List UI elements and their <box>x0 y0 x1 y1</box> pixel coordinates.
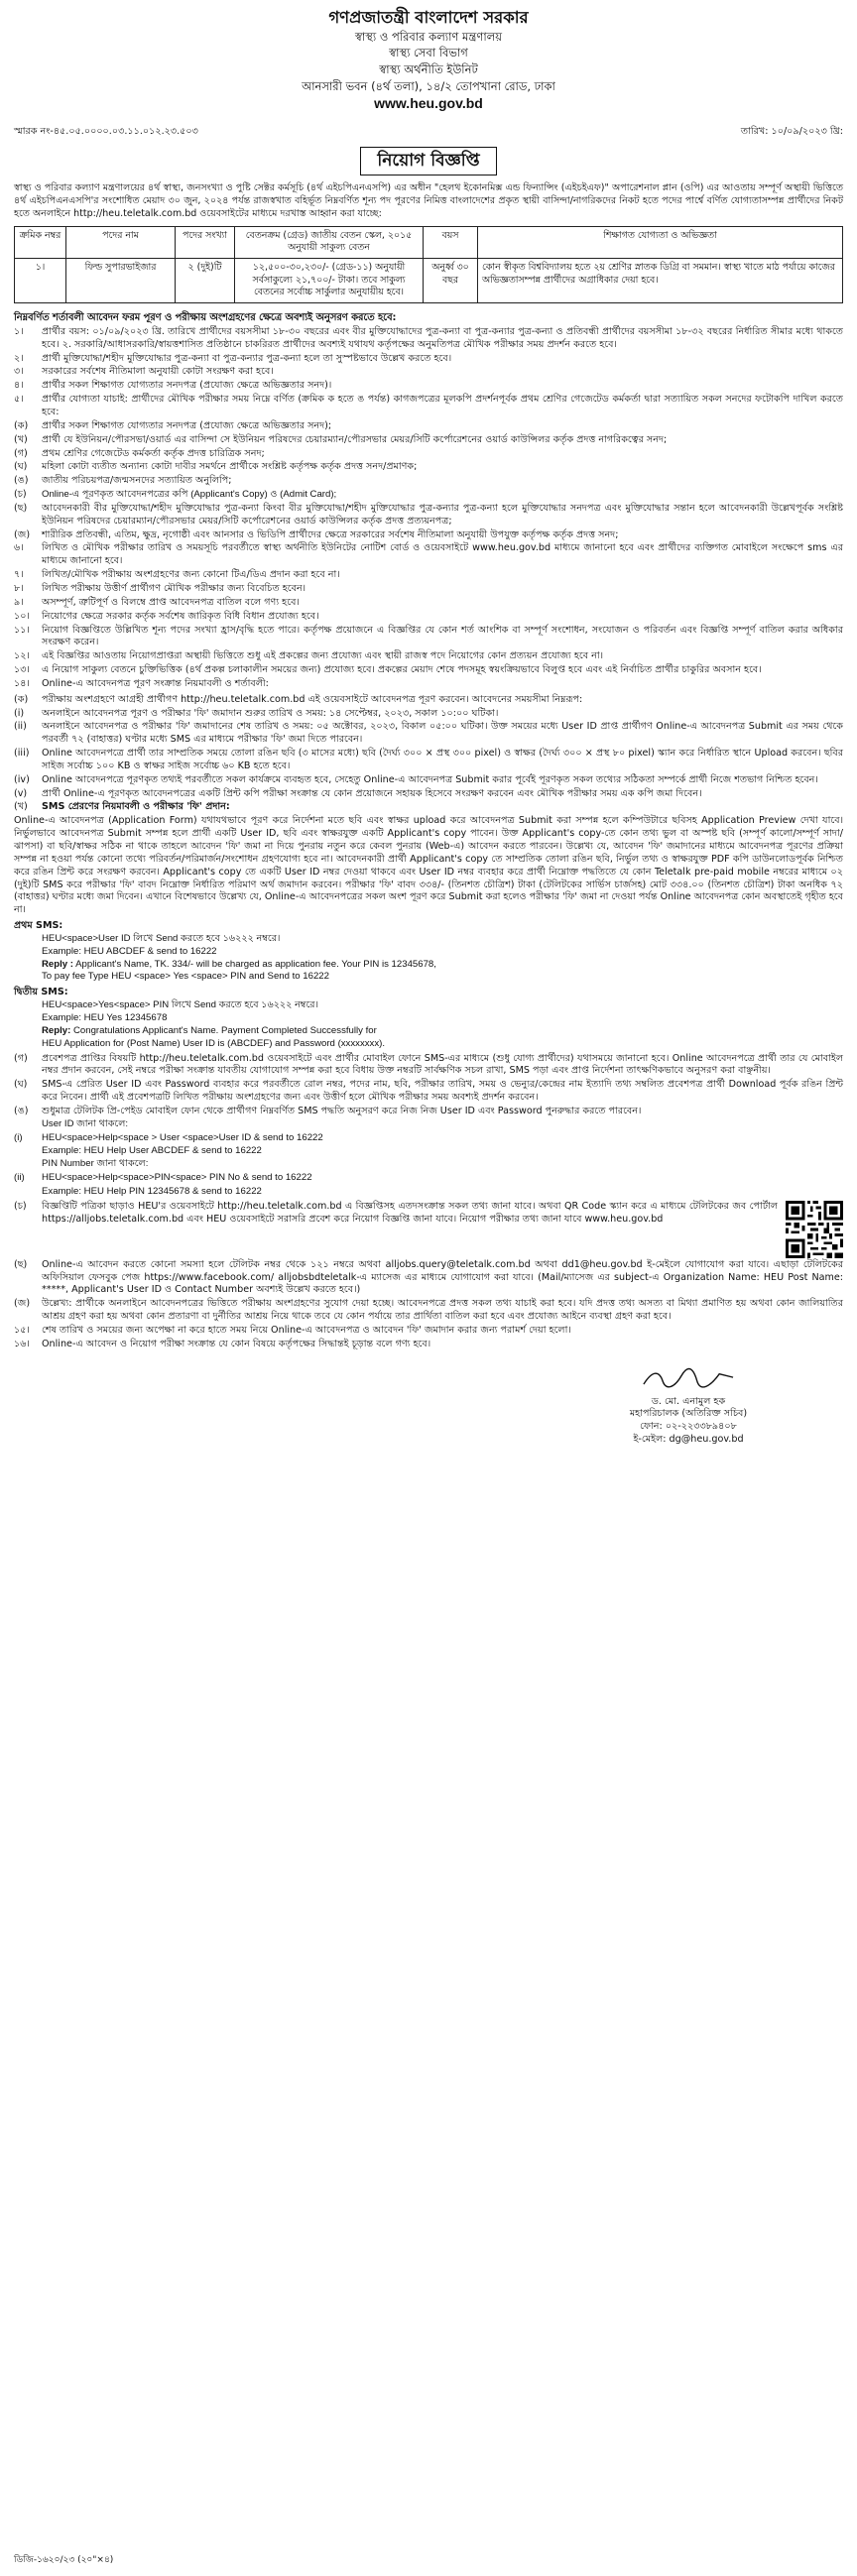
final-rules-list <box>14 1201 843 1351</box>
cell-serial: ১। <box>15 259 66 303</box>
first-sms-example: Example: HEU ABCDEF & send to 16222 <box>42 945 217 957</box>
first-sms-label: প্রথম SMS: <box>14 920 63 932</box>
qr-code-icon[interactable] <box>786 1201 843 1258</box>
signatory-email[interactable]: ই-মেইল: dg@heu.gov.bd <box>633 1434 744 1446</box>
list-item: ১৫। শেষ তারিখ ও সময়ের জন্য অপেক্ষা না করে হাতে সময় নিয়ে Online-এ আবেদনপত্র ও আবেদন 'ফি' জমাদান করার জন্য পরামর্শ দেয়া হলো। <box>14 1325 571 1336</box>
pin-label: PIN Number জানা থাকলে: <box>42 1158 149 1170</box>
list-item: (ছ) আবেদনকারী বীর মুক্তিযোদ্ধা/শহীদ মুক্তিযোদ্ধার পুত্র-কন্যা কিংবা বীর মুক্তিযোদ্ধা/শহীদ মুক্তিযোদ্ধার পুত্র-কন্যার পুত্র-কন্যা হলে মুক্তিযোদ্ধার সনদপত্র এবং মুক্তিযোদ্ধার সন্তান হলে আবেদনকারী উল্লেখপূর্বক সংশ্লিষ্ট ইউনিয়ন পরিষদের চেয়ারম্যান/পৌরসভার মেয়র/সিটি কর্পোরেশনের ওয়ার্ড কাউন্সিলর কর্তৃক প্রদত্ত প্রত্যয়নপত্র; <box>14 502 843 527</box>
reply2-text-b: HEU Application for (Post Name) User ID is (ABCDEF) and Password (xxxxxxxx). <box>42 1037 385 1049</box>
notice-title: নিয়োগ বিজ্ঞপ্তি <box>360 147 496 176</box>
list-item: (ক) প্রার্থীর সকল শিক্ষাগত যোগ্যতার সনদপত্র (প্রযোজ্য ক্ষেত্রে অভিজ্ঞতার সনদ); <box>14 419 332 431</box>
list-item: ৭। লিখিত/মৌখিক পরীক্ষায় অংশগ্রহণের জন্য কোনো টিএ/ডিএ প্রদান করা হবে না। <box>14 569 340 581</box>
col-serial: ক্রমিক নম্বর <box>15 226 66 258</box>
list-item: ৪। প্রার্থীর সকল শিক্ষাগত যোগ্যতার সনদপত্র (প্রযোজ্য ক্ষেত্রে অভিজ্ঞতার সনদ)। <box>14 380 332 392</box>
table-row <box>15 259 843 303</box>
list-item: ৩। সরকারের সর্বশেষ নীতিমালা অনুযায়ী কোটা সংরক্ষণ করা হবে। <box>14 366 274 378</box>
col-post: পদের নাম <box>66 226 176 258</box>
govt-name: গণপ্রজাতন্ত্রী বাংলাদেশ সরকার <box>328 8 529 27</box>
notice-date: তারিখ: ১০/০৯/২০২৩ খ্রি: <box>740 125 843 137</box>
posts-table <box>14 226 843 303</box>
reply2-text: Congratulations Applicant's Name. Payment Completed Successfully for <box>73 1024 377 1036</box>
reply2-label: Reply: <box>42 1024 71 1036</box>
reply1-label: Reply : <box>42 958 73 970</box>
list-item: (গ) প্রথম শ্রেণির গেজেটেড কর্মকর্তা কর্তৃক প্রদত্ত চারিত্রিক সনদ; <box>14 447 265 459</box>
reply1-text-b: To pay fee Type HEU <space> Yes <space> PIN and Send to 16222 <box>42 971 329 983</box>
office-address: আনসারী ভবন (৪র্থ তলা), ১৪/২ তোপখানা রোড, ঢাকা <box>302 78 555 93</box>
list-item: (ক) পরীক্ষায় অংশগ্রহণে আগ্রহী প্রার্থীগণ http://heu.teletalk.com.bd এই ওয়েবসাইটে আবেদনপত্র পূরণ করবেন। আবেদনের সময়সীমা নিম্নরূপ: <box>14 693 583 705</box>
list-item: Example: HEU Help PIN 12345678 & send to 16222 <box>42 1185 262 1197</box>
list-item: (খ) প্রার্থী যে ইউনিয়ন/পৌরসভা/ওয়ার্ড এর বাসিন্দা সে ইউনিয়ন পরিষদের চেয়ারম্যান/পৌরসভার মেয়র/সিটি কর্পোরেশনের ওয়ার্ড কাউন্সিলর কর্তৃক প্রদত্ত নাগরিকত্বের সনদ; <box>14 433 668 445</box>
signatory-phone: ফোন: ০২-২২৩৩৮৯৪০৮ <box>640 1421 737 1433</box>
signature-block <box>569 1365 807 1447</box>
list-item: (চ) বিজ্ঞপ্তিটি পত্রিকা ছাড়াও HEU'র ওয়েবসাইটে http://heu.teletalk.com.bd এ বিজ্ঞপ্তিসহ এতদসংক্রান্ত সকল তথ্য জানা যাবে। অথবা QR Code স্ক্যান করে এ মাধ্যমে টেলিটকের জব পোর্টাল https://alljobs.teletalk.com.bd এবং HEU ওয়েবসাইটে সরাসরি প্রবেশ করে নিয়োগ বিজ্ঞপ্তি জানা যাবে। নিয়োগ পরীক্ষার তথ্য জানা যাবে www.heu.gov.bd <box>14 1201 843 1258</box>
list-item: ৫। প্রার্থীর যোগ্যতা যাচাই: প্রার্থীদের মৌখিক পরীক্ষার সময় নিম্নে বর্ণিত (ক্রমিক ক হতে ঙ পর্যন্ত) কাগজপত্রের মূলকপি প্রদর্শনপূর্বক প্রথম শ্রেণির গেজেটেড কর্মকর্তা দ্বারা সত্যায়িত সকল সনদের ফটোকপি দাখিল করতে হবে: <box>14 394 843 417</box>
online-rules-list <box>14 694 843 815</box>
list-item: ৯। অসম্পূর্ণ, ত্রুটিপূর্ণ ও বিলম্বে প্রাপ্ত আবেদনপত্র বাতিল বলে গণ্য হবে। <box>14 596 300 608</box>
cell-count: ২ (দুই)টি <box>176 259 235 303</box>
list-item: (ছ) Online-এ আবেদন করতে কোনো সমস্যা হলে টেলিটক নম্বর থেকে ১২১ নম্বরে অথবা alljobs.query@teletalk.com.bd অথবা dd1@heu.gov.bd ই-মেইলে যোগাযোগ করা যাবে। এছাড়া টেলিটকের অফিসিয়াল ফেসবুক পেজ https://www.facebook.com/ alljobsbdteletalk-এ ম্যাসেজ এর মাধ্যমে যোগাযোগ করা যাবে। (Mail/ম্যাসেজ এর subject-এ Organization Name: HEU Post Name: *****, Applicant's User ID ও Contact Number অবশ্যই উল্লেখ করতে হবে।) <box>14 1258 843 1296</box>
list-item: (ii) HEU<space>Help<space>PIN<space> PIN No & send to 16222 <box>14 1172 312 1184</box>
second-sms-line: HEU<space>Yes<space> PIN লিখে Send করতে হবে ১৬২২২ নম্বরে। <box>42 999 319 1011</box>
list-item: ২। প্রার্থী মুক্তিযোদ্ধা/শহীদ মুক্তিযোদ্ধার পুত্র-কন্যা বা পুত্র-কন্যার পুত্র-কন্যা হলে তা সুস্পষ্টভাবে উল্লেখ করতে হবে। <box>14 352 452 364</box>
cell-qualification: কোন স্বীকৃত বিশ্ববিদ্যালয় হতে ২য় শ্রেণির স্নাতক ডিগ্রি বা সমমান। স্বাস্থ্য খাতে মাঠ পর্যায়ে কাজের অভিজ্ঞতাসম্পন্ন প্রার্থীদের অগ্রাধিকার দেয়া হবে। <box>478 259 843 303</box>
list-item: ১০। নিয়োগের ক্ষেত্রে সরকার কর্তৃক সর্বশেষ জারিকৃত বিধি বিধান প্রযোজ্য হবে। <box>14 610 319 622</box>
letterhead <box>14 8 843 114</box>
col-count: পদের সংখ্যা <box>176 226 235 258</box>
list-item: ১১। নিয়োগ বিজ্ঞপ্তিতে উল্লিখিত শূন্য পদের সংখ্যা হ্রাস/বৃদ্ধি হতে পারে। কর্তৃপক্ষ প্রয়োজনে এ বিজ্ঞপ্তির যে কোন শর্ত আংশিক বা সম্পূর্ণ সংশোধন, সংযোজন ও পরিবর্তন এবং বিজ্ঞপ্তি সম্পূর্ণ বাতিল করার অধিকার সংরক্ষণ করেন। <box>14 624 843 648</box>
list-item: (চ) Online-এ পূরণকৃত আবেদনপত্রের কপি (Applicant's Copy) ও (Admit Card); <box>14 489 337 501</box>
ministry-name: স্বাস্থ্য ও পরিবার কল্যাণ মন্ত্রণালয় <box>354 29 503 44</box>
col-pay: বেতনক্রম (গ্রেড) জাতীয় বেতন স্কেল, ২০১৫ অনুযায়ী সাকুল্য বেতন <box>235 226 424 258</box>
list-item: (জ) শারীরিক প্রতিবন্ধী, এতিম, ক্ষুদ্র, নৃগোষ্ঠী এবং আনসার ও ভিডিপি প্রার্থীদের ক্ষেত্রে সরকারের সর্বশেষ নীতিমালা অনুযায়ী উপযুক্ত কর্তৃপক্ষ কর্তৃক প্রদত্ত সনদ; <box>14 528 619 540</box>
reply1-text: Applicant's Name, TK. 334/- will be charged as application fee. Your PIN is 12345678, <box>75 958 436 970</box>
list-item: ১৪। Online-এ আবেদনপত্র পূরণ সংক্রান্ত নিয়মাবলী ও শর্তাবলী: <box>14 677 269 689</box>
list-item: ১৬। Online-এ আবেদন ও নিয়োগ পরীক্ষা সংক্রান্ত যে কোন বিষয়ে কর্তৃপক্ষের সিদ্ধান্তই চূড়ান্ত বলে গণ্য হবে। <box>14 1338 431 1349</box>
list-item: (iv) Online আবেদনপত্রে পূরণকৃত তথ্যই পরবর্তীতে সকল কার্যক্রমে ব্যবহৃত হবে, সেহেতু Online-এ আবেদনপত্র Submit করার পূর্বেই পূরণকৃত সকল তথ্যের সঠিকতা সম্পর্কে প্রার্থী নিজে শতভাগ নিশ্চিত হবেন। <box>14 773 818 785</box>
list-item: (গ) প্রবেশপত্র প্রাপ্তির বিষয়টি http://heu.teletalk.com.bd ওয়েবসাইটে এবং প্রার্থীর মোবাইল ফোনে SMS-এর মাধ্যমে (শুধু যোগ্য প্রার্থীদের) যথাসময়ে জানানো হবে। Online আবেদনপত্রে প্রার্থী তার যে মোবাইল নম্বর প্রদান করবেন, সেই নম্বরে পরীক্ষা সংক্রান্ত যাবতীয় যোগাযোগ সম্পন্ন করা হবে বিধায় উক্ত নম্বরটি সার্বক্ষণিক সচল রাখা, SMS পড়া এবং প্রাপ্ত নির্দেশনা তাৎক্ষণিকভাবে অনুসরণ করা বাঞ্ছনীয়। <box>14 1052 843 1077</box>
sms-instructions <box>14 920 843 1050</box>
second-sms-label: দ্বিতীয় SMS: <box>14 987 68 998</box>
list-item: Example: HEU Help User ABCDEF & send to 16222 <box>42 1145 262 1157</box>
division-name: স্বাস্থ্য সেবা বিভাগ <box>389 46 468 60</box>
list-item: (ঘ) SMS-এ প্রেরিত User ID এবং Password ব্যবহার করে পরবর্তীতে রোল নম্বর, পদের নাম, ছবি, পরীক্ষার তারিখ, সময় ও ভেন্যুর/কেন্দ্রের নাম ইত্যাদি তথ্য সম্বলিত প্রবেশপত্র প্রার্থী Download পূর্বক রঙিন প্রিন্ট করে নিবেন। প্রার্থী এই প্রবেশপত্রটি লিখিত পরীক্ষায় অংশগ্রহণের জন্য এবং উত্তীর্ণ হলে মৌখিক পরীক্ষার সময় অবশ্যই প্রদর্শন করবেন। <box>14 1079 843 1104</box>
table-header-row <box>15 226 843 258</box>
admit-card-list <box>14 1053 843 1118</box>
list-item: ১২। এই বিজ্ঞপ্তির আওতায় নিয়োগপ্রাপ্তরা অস্থায়ী ভিত্তিতে শুধু এই প্রকল্পের জন্য প্রযোজ্য এবং স্থায়ী রাজস্ব পদে নিয়োগের কোন প্রত্যয়ন প্রযোজ্য হবে না। <box>14 650 604 662</box>
list-item: (ঘ) মহিলা কোটা ব্যতীত অন্যান্য কোটা দাবীর সমর্থনে প্রার্থীকে সংশ্লিষ্ট কর্তৃপক্ষ কর্তৃক প্রদত্ত সনদ/প্রমাণক; <box>14 461 418 473</box>
second-sms-example: Example: HEU Yes 12345678 <box>42 1011 168 1023</box>
signatory-designation: মহাপরিচালক (অতিরিক্ত সচিব) <box>629 1408 748 1420</box>
conditions-list <box>14 326 843 692</box>
col-qualification: শিক্ষাগত যোগ্যতা ও অভিজ্ঞতা <box>478 226 843 258</box>
password-recovery <box>14 1118 843 1199</box>
list-item: ৬। লিখিত ও মৌখিক পরীক্ষার তারিখ ও সময়সূচি পরবর্তীতে স্বাস্থ্য অর্থনীতি ইউনিটের নোটিশ বোর্ড ও ওয়েবসাইটে www.heu.gov.bd মাধ্যমে জানানো হবে এবং প্রার্থীদের ব্যক্তিগত মোবাইলে সংক্ষেপে sms এর মাধ্যমে জানানো হবে। <box>14 542 843 567</box>
cell-pay: ১২,৫০০-৩০,২৩০/- (গ্রেড-১১) অনুযায়ী সর্বসাকুল্যে ২১,৭০০/- টাকা। তবে সাকুল্য বেতনের সর্বোচ্চ সার্কুলার অনুযায়ীয় হবে। <box>235 259 424 303</box>
cell-post: ফিল্ড সুপারভাইজার <box>66 259 176 303</box>
print-code: ডিজি-১৬২০/২৩ (২০"×৪) <box>14 2554 114 2565</box>
conditions-title: নিম্নবর্ণিত শর্তাবলী আবেদন ফরম পূরণ ও পরীক্ষায় অংশগ্রহণের ক্ষেত্রে অবশ্যই অনুসরণ করতে হবে: <box>14 311 397 323</box>
website-link[interactable]: www.heu.gov.bd <box>374 95 483 112</box>
first-sms-line: HEU<space>User ID লিখে Send করতে হবে ১৬২২২ নম্বরে। <box>42 932 281 944</box>
list-item: (ঙ) জাতীয় পরিচয়পত্র/জন্মসনদের সত্যায়িত অনুলিপি; <box>14 475 232 487</box>
list-item: (জ) উল্লেখ্য: প্রার্থীকে অনলাইনে আবেদনপত্রের ভিত্তিতে পরীক্ষায় অংশগ্রহণের সুযোগ দেয়া হচ্ছে। আবেদনপত্রে প্রদত্ত সকল তথ্য যাচাই করা হবে। যদি প্রদত্ত তথ্য অসত্য বা মিথ্যা প্রমাণিত হয় অথবা কোন জালিয়াতির আশ্রয় গ্রহণ করা হয় অথবা কোন প্রতারণা বা দুর্নীতির আশ্রয় নিয়ে থাকে তবে যে কোন পর্যায়ে তার প্রার্থিতা বাতিল করা হবে এবং প্রযোজ্য আইনে ব্যবস্থা গ্রহণ করা হবে। <box>14 1298 843 1323</box>
list-item: (ii) অনলাইনে আবেদনপত্র ও পরীক্ষার 'ফি' জমাদানের শেষ তারিখ ও সময়: ০৫ অক্টোবর, ২০২৩, বিকাল ০৫:০০ ঘটিকা। উক্ত সময়ের মধ্যে User ID প্রাপ্ত প্রার্থীগণ Online-এ আবেদনপত্র Submit এর সময় থেকে পরবর্তী ৭২ (বাহাত্তর) ঘণ্টার মধ্যে SMS এর মাধ্যমে পরীক্ষার 'ফি' জমা দিতে পারবেন। <box>14 721 843 746</box>
list-item: ১। প্রার্থীর বয়স: ০১/০৯/২০২৩ খ্রি. তারিখে প্রার্থীদের বয়সসীমা ১৮-৩০ বছরের এবং বীর মুক্তিযোদ্ধাদের পুত্র-কন্যা বা পুত্র-কন্যার পুত্র-কন্যা ও প্রতিবন্ধী প্রার্থীদের বয়সসীমা ১৮-৩২ বছরের নির্ধারিত সীমার মধ্যে থাকতে হবে। ২. সরকারি/আধাসরকারি/স্বায়ত্তশাসিত প্রতিষ্ঠানে চাকরিরত প্রার্থীদের অবশ্যই যথাযথ কর্তৃপক্ষের অনুমতিপত্র মৌখিক পরীক্ষার সময় প্রদর্শন করতে হবে। <box>14 325 843 350</box>
list-item: (ঙ) শুধুমাত্র টেলিটক প্রি-পেইড মোবাইল ফোন থেকে প্রার্থীগণ নিম্নবর্ণিত SMS পদ্ধতি অনুসরণ করে নিজ নিজ User ID এবং Password পুনরুদ্ধার করতে পারবেন। <box>14 1105 642 1116</box>
memo-number: স্মারক নং-৪৫.০৫.০০০০.০৩.১১.০১২.২৩.৫০৩ <box>14 125 198 137</box>
intro-paragraph: স্বাস্থ্য ও পরিবার কল্যাণ মন্ত্রণালয়ের ৪র্থ স্বাস্থ্য, জনসংখ্যা ও পুষ্টি সেক্টর কর্মসূচি (৪র্থ এইচপিএনএসপি) এর অধীন "হেলথ ইকোনমিক্স এন্ড ফিন্যান্সিং (এইচইএফ)" অপারেশনাল প্লান (ওপি) এর আওতায় সম্পূর্ণ অস্থায়ী ভিত্তিতে ৪র্থ এইচপিএনএসপি'র সংশোধিত মেয়াদ ৩০ জুন, ২০২৪ পর্যন্ত রাজস্বখাত বহির্ভূত নিম্নবর্ণিত শূন্য পদ পূরণের নিমিত্ত বাংলাদেশের প্রকৃত স্থায়ী বাসিন্দা/নাগরিকদের নিকট হতে পদের পার্শ্বে বর্ণিত যোগ্যতাসম্পন্ন প্রার্থীদের নিকট হতে অনলাইনে http://heu.teletalk.com.bd ওয়েবসাইটের মাধ্যমে দরখাস্ত আহ্বান করা যাচ্ছে: <box>14 181 843 219</box>
signatory-name: ড. মো. এনামুল হক <box>651 1395 726 1407</box>
signature-icon <box>637 1365 740 1391</box>
cell-age: অনুর্ধ্ব ৩০ বছর <box>424 259 478 303</box>
list-item: (iii) Online আবেদনপত্রে প্রার্থী তার সাম্প্রতিক সময়ে তোলা রঙিন ছবি (৩ মাসের মধ্যে) ছবি (দৈর্ঘ্য ৩০০ × প্রস্থ ৩০০ pixel) ও স্বাক্ষর (দৈর্ঘ্য ৩০০ × প্রস্থ ৮০ pixel) স্ক্যান করে নির্ধারিত স্থানে Upload করবেন। ছবির সাইজ সর্বোচ্চ ১০০ KB ও স্বাক্ষর সাইজ সর্বোচ্চ ৬০ KB হতে হবে। <box>14 748 843 771</box>
list-item: (খ) SMS প্রেরণের নিয়মাবলী ও পরীক্ষার 'ফি' প্রদান: <box>14 801 230 813</box>
unit-name: স্বাস্থ্য অর্থনীতি ইউনিট <box>379 61 478 76</box>
list-item: (i) অনলাইনে আবেদনপত্র পূরণ ও পরীক্ষার 'ফি' জমাদান শুরুর তারিখ ও সময়: ১৪ সেপ্টেম্বর, ২০২৩, সকাল ১০:০০ ঘটিকা। <box>14 707 499 719</box>
list-item: (v) প্রার্থী Online-এ পূরণকৃত আবেদনপত্রের একটি প্রিন্ট কপি পরীক্ষা সংক্রান্ত যে কোন প্রয়োজনে সহায়ক হিসেবে সংরক্ষণ করবেন এবং মৌখিক পরীক্ষার সময় এক কপি জমা দিবেন। <box>14 787 702 799</box>
list-item: ৮। লিখিত পরীক্ষায় উত্তীর্ণ প্রার্থীগণ মৌখিক পরীক্ষার জন্য বিবেচিত হবেন। <box>14 582 306 594</box>
reference-row <box>14 126 843 139</box>
list-item: ১৩। এ নিয়োগ সাকুল্য বেতনে চুক্তিভিত্তিক (৪র্থ প্রকল্প চলাকালীন সময়ের জন্য) প্রযোজ্য হবে। প্রকল্পের মেয়াদ শেষে পদসমূহ স্বয়ংক্রিয়ভাবে বিলুপ্ত হবে এবং এই নির্বাচিত প্রার্থীর চাকুরির অবসান হবে। <box>14 664 762 676</box>
user-id-label: User ID জানা থাকলে: <box>42 1117 129 1129</box>
list-item: (i) HEU<space>Help<space > User <space>User ID & send to 16222 <box>14 1131 323 1143</box>
online-payment-paragraph: Online-এ আবেদনপত্র (Application Form) যথাযথভাবে পূরণ করে নির্দেশনা মতে ছবি এবং স্বাক্ষর upload করে আবেদনপত্র Submit করা সম্পন্ন হলে কম্পিউটারে ছবিসহ Application Preview দেখা যাবে। নির্ভুলভাবে আবেদনপত্র Submit সম্পন্ন হলে প্রার্থী একটি User ID, ছবি এবং স্বাক্ষরযুক্ত একটি Applicant's copy পাবেন। উক্ত Applicant's copy-তে কোন তথ্য ভুল বা অস্পষ্ট ছবি (সম্পূর্ণ কালো/সম্পূর্ণ সাদা/ঝাপসা) বা ছবি/স্বাক্ষর সঠিক না থাকে তাহলে আবেদন 'ফি' জমা না দিয়ে পুনরায় নতুন করে কেবল পুনরায় (Web-এ) আবেদন করতে পারবেন। উল্লেখ্য যে, আবেদন 'ফি' জমাদানের মাধ্যমে আবেদনপত্র পূরণের প্রক্রিয়া সম্পন্ন না হওয়া পর্যন্ত কোনো তথ্যে পরিবর্তন/পরিমার্জন/সংশোধন গ্রহণযোগ্য হবে না। আবেদনকারী প্রার্থী Applicant's copy তে সাম্প্রতিক তোলা রঙিন ছবি, নির্ভুল তথ্য ও স্বাক্ষরযুক্ত PDF কপি ডাউনলোডপূর্বক নিশ্চিত করে রঙিন প্রিন্ট করে সংরক্ষণ করবেন। Applicant's copy তে একটি User ID নম্বর দেওয়া থাকবে এবং User ID নম্বর ব্যবহার করে প্রার্থী নিম্নোক্ত পদ্ধতিতে যে কোন Teletalk pre-paid mobile নম্বরের মাধ্যমে ০২ (দুই)টি SMS করে পরীক্ষার 'ফি' বাবদ নিম্নোক্ত নির্ধারিত পরিমাণ অর্থ জমাদান করবেন। পরীক্ষার 'ফি' বাবদ ৩৩৪/- (তিনশত চৌত্রিশ) টাকা (টেলিটকের সার্ভিস চার্জসহ) মোট ৩৩৪.০০ (তিনশত চৌত্রিশ) টাকা অনধিক ৭২ (বাহাত্তর) ঘণ্টার মধ্যে জমা দিবেন। এখানে বিশেষভাবে উল্লেখ্য যে, Online-এ আবেদনপত্রের সকল অংশ পূরণ করে Submit করা হলেও পরীক্ষার 'ফি' জমা না দেওয়া পর্যন্ত Online আবেদনপত্র কোন অবস্থাতেই গৃহীত হবে না। <box>14 815 843 916</box>
col-age: বয়স <box>424 226 478 258</box>
